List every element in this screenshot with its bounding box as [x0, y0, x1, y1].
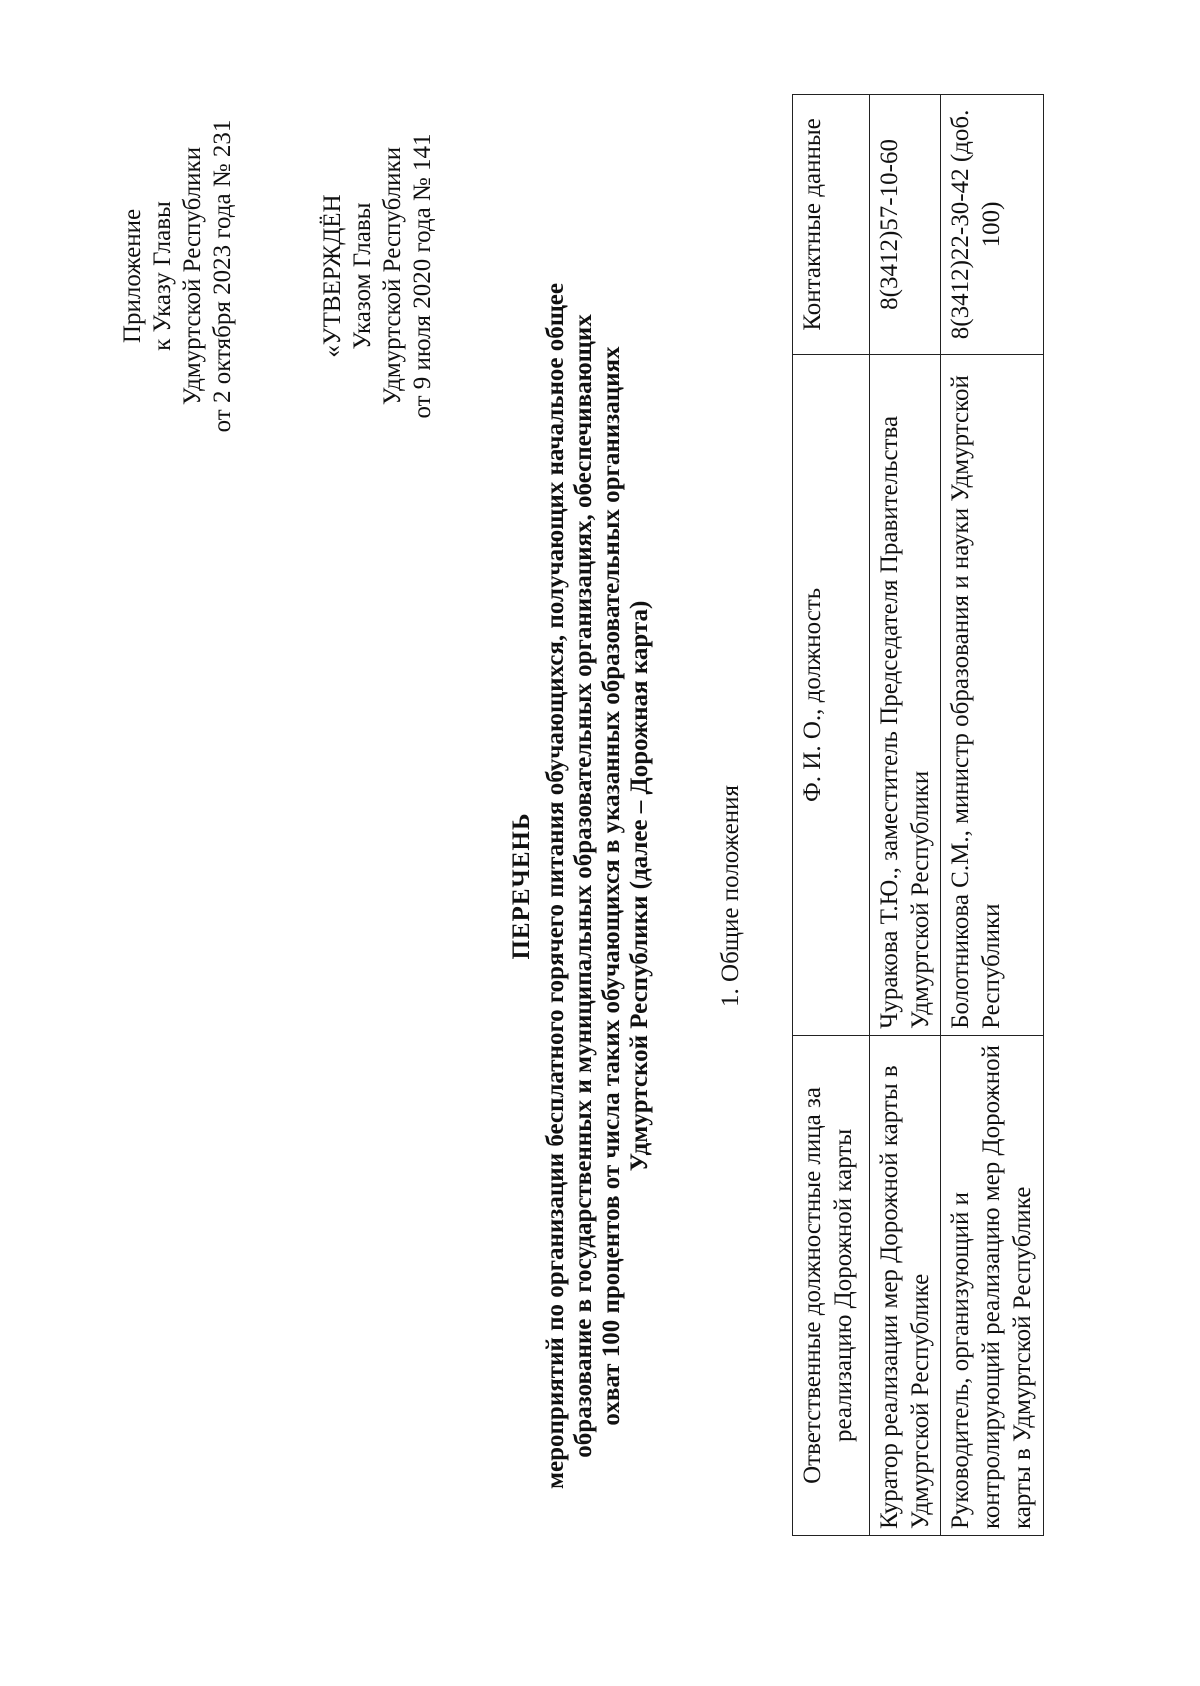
- cell-person: Чуракова Т.Ю., заместитель Председателя Правительства Удмуртской Республики: [870, 354, 941, 1035]
- cell-role: Руководитель, организующий и контролирующий реализацию мер Дорожной карты в Удмуртской Республике: [941, 1035, 1044, 1535]
- approved-line-2: Указом Главы: [349, 202, 376, 350]
- section-heading: 1. Общие положения: [717, 785, 744, 1007]
- title-heading: ПЕРЕЧЕНЬ: [508, 812, 535, 960]
- approved-line-1: «УТВЕРЖДЁН: [319, 194, 346, 358]
- table-row: [941, 95, 1044, 1536]
- approved-line-3: Удмуртской Республики: [379, 146, 406, 406]
- responsibles-table: [792, 94, 1044, 1536]
- appendix-line-4: от 2 октября 2023 года № 231: [209, 119, 236, 433]
- cell-contact: 8(3412)57-10-60: [870, 95, 941, 355]
- title-line-3: охват 100 процентов от числа таких обучающихся в указанных образовательных организациях: [598, 346, 625, 1426]
- title-line-4: Удмуртской Республики (далее – Дорожная карта): [626, 600, 653, 1172]
- appendix-line-2: к Указу Главы: [149, 201, 176, 351]
- title-line-2: образование в государственных и муниципальных образовательных организациях, обеспечивающих: [570, 314, 597, 1458]
- appendix-line-3: Удмуртской Республики: [179, 146, 206, 406]
- cell-contact: 8(3412)22-30-42 (доб. 100): [941, 95, 1044, 355]
- header-responsible: Ответственные должностные лица за реализацию Дорожной карты: [793, 1035, 870, 1535]
- approved-line-4: от 9 июля 2020 года № 141: [409, 133, 436, 419]
- document-title: [508, 276, 654, 1496]
- appendix-block: [118, 26, 238, 526]
- cell-role: Куратор реализации мер Дорожной карты в Удмуртской Республике: [870, 1035, 941, 1535]
- approved-block: [318, 26, 438, 526]
- appendix-line-1: Приложение: [119, 208, 146, 344]
- header-name-position: Ф. И. О., должность: [793, 354, 870, 1035]
- table-row: [870, 95, 941, 1536]
- table-header-row: [793, 95, 870, 1536]
- header-contacts: Контактные данные: [793, 95, 870, 355]
- cell-person: Болотникова С.М., министр образования и науки Удмуртской Республики: [941, 354, 1044, 1035]
- title-line-1: мероприятий по организации бесплатного горячего питания обучающихся, получающих начальное общее: [542, 283, 569, 1490]
